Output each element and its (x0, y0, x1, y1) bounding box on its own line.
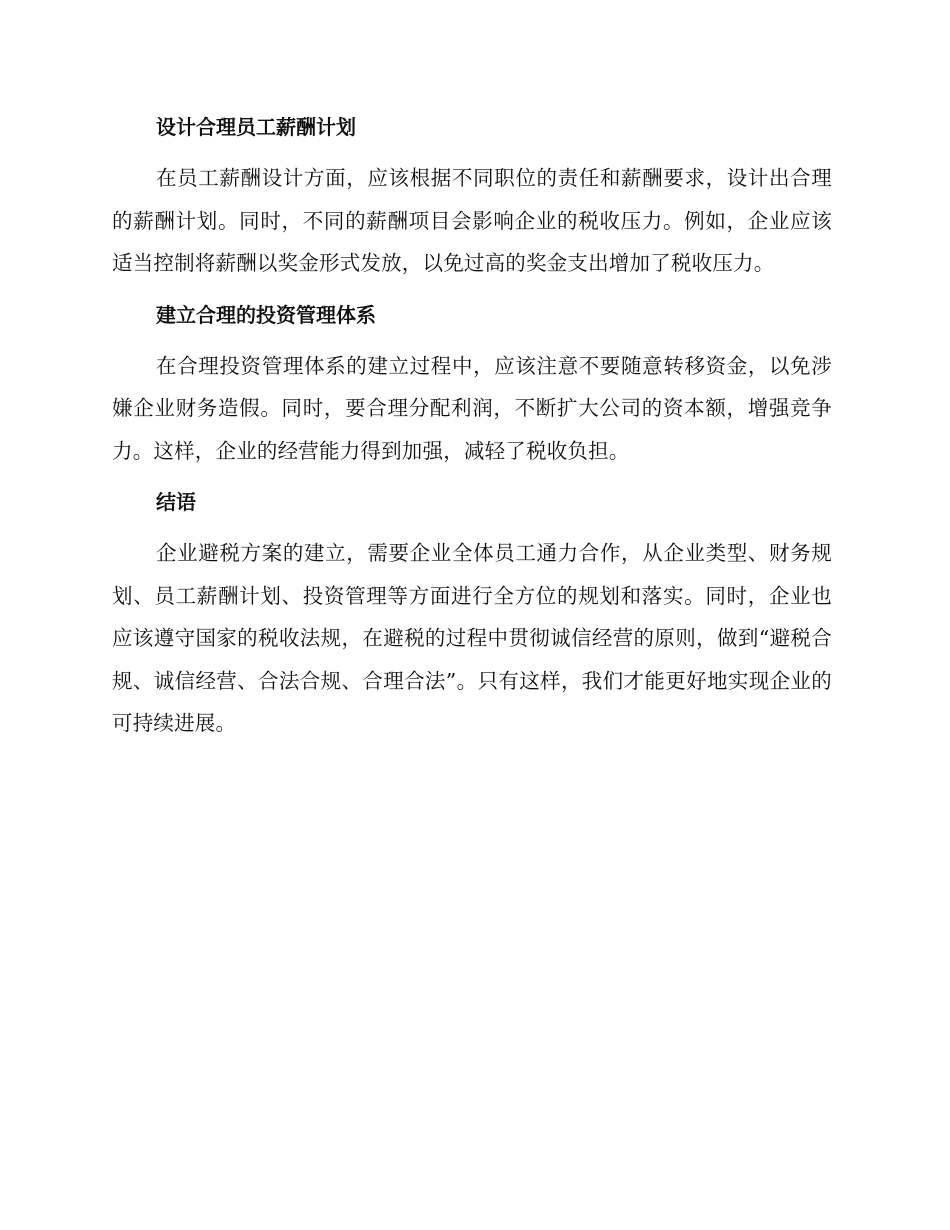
paragraph-salary-plan: 在员工薪酬设计方面，应该根据不同职位的责任和薪酬要求，设计出合理的薪酬计划。同时，不同的薪酬项目会影响企业的税收压力。例如，企业应该适当控制将薪酬以奖金形式发放，以免过高的奖金支出增加了税收压力。 (112, 166, 832, 275)
paragraph-conclusion: 企业避税方案的建立，需要企业全体员工通力合作，从企业类型、财务规划、员工薪酬计划、投资管理等方面进行全方位的规划和落实。同时，企业也应该遵守国家的税收法规，在避税的过程中贯彻诚信经营的原则，做到“避税合规、诚信经营、合法合规、合理合法”。只有这样，我们才能更好地实现企业的可持续进展。 (112, 541, 832, 735)
section-heading-salary-plan: 设计合理员工薪酬计划 (156, 115, 356, 139)
document-page (112, 110, 832, 758)
paragraph-investment-management: 在合理投资管理体系的建立过程中，应该注意不要随意转移资金，以免涉嫌企业财务造假。同时，要合理分配利润，不断扩大公司的资本额，增强竞争力。这样，企业的经营能力得到加强，减轻了税收负担。 (112, 353, 832, 463)
section-heading-conclusion: 结语 (156, 490, 196, 514)
section-heading-investment-management: 建立合理的投资管理体系 (156, 302, 376, 327)
